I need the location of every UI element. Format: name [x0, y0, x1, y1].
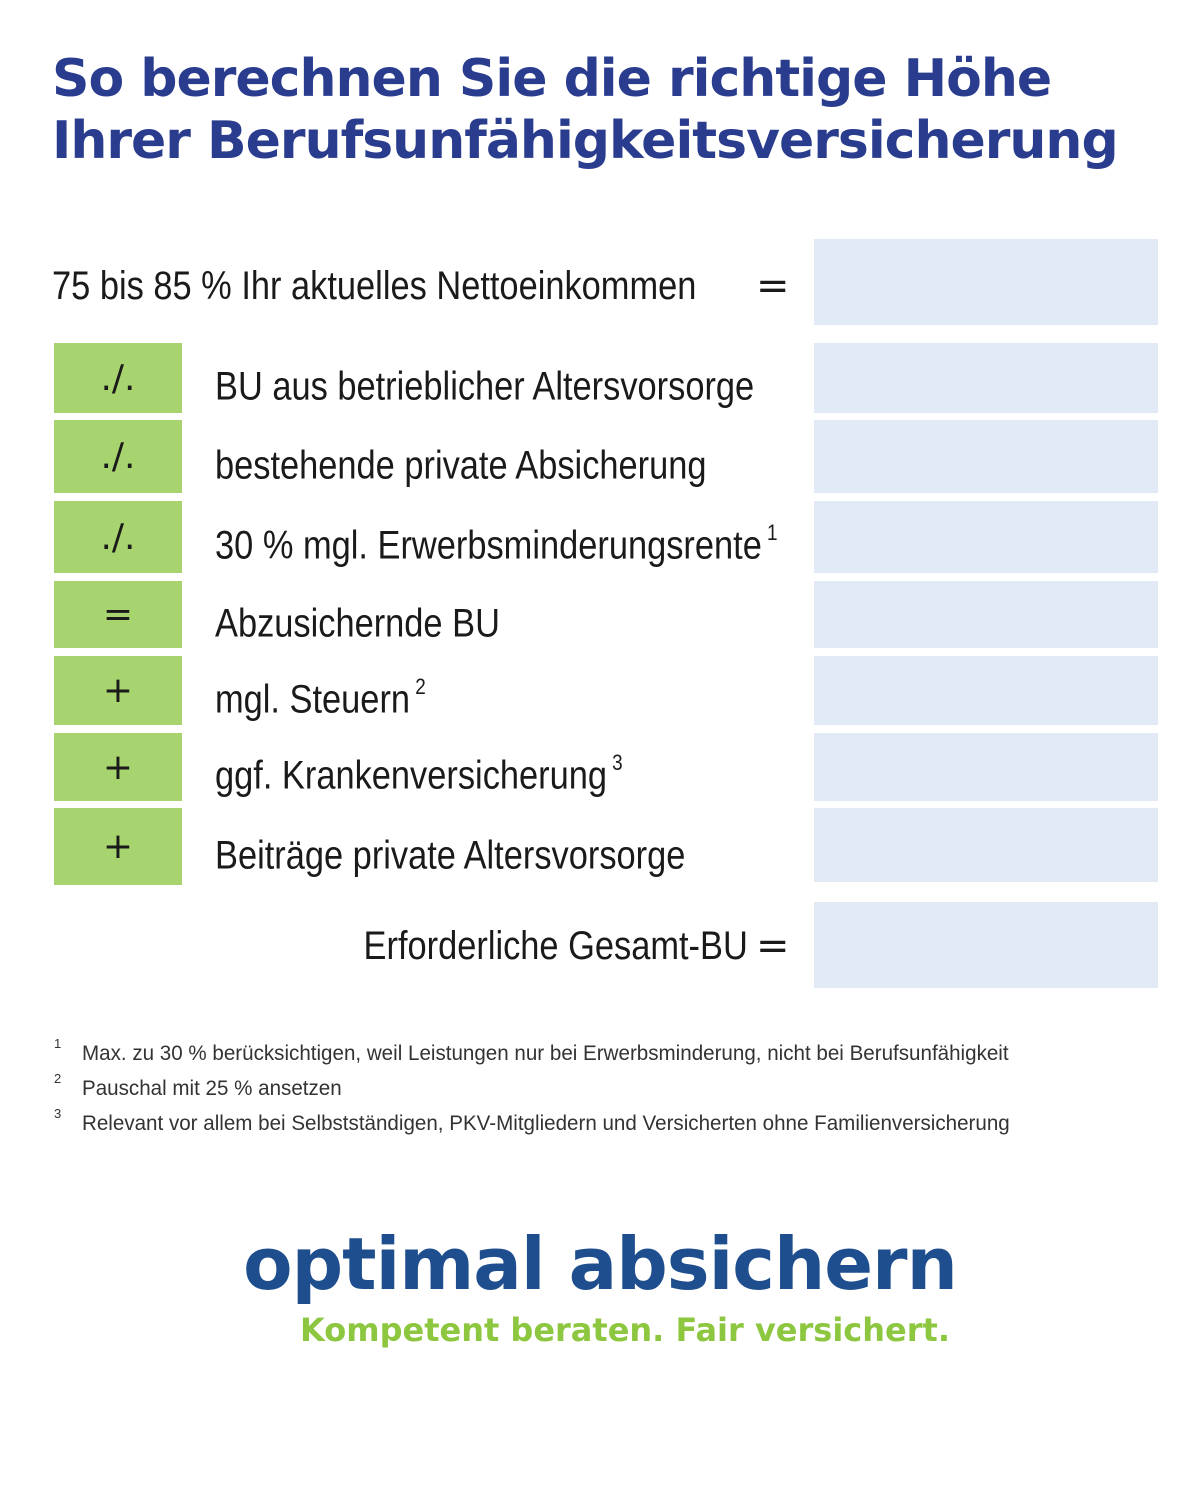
footnote-ref: 3 [612, 750, 623, 775]
footnote-item [54, 1036, 1174, 1075]
net-income-value-field[interactable] [814, 239, 1158, 325]
operator-box: ./. [54, 420, 182, 493]
footnote-item [54, 1071, 1174, 1110]
footnote-item [54, 1106, 1174, 1145]
row-label-text: mgl. Steuern [215, 677, 411, 722]
operator-box: = [54, 581, 182, 648]
row-label [215, 420, 712, 493]
total-label: Erforderliche Gesamt-BU [363, 924, 748, 968]
row-label [215, 808, 691, 885]
operator-box: ./. [54, 343, 182, 413]
row-label [215, 501, 778, 573]
footnote-text: Max. zu 30 % berücksichtigen, weil Leistungen nur bei Erwerbsminderung, nicht bei Berufsunfähigkeit [82, 1042, 1009, 1065]
footnote-number: 3 [54, 1106, 62, 1121]
net-income-label: 75 bis 85 % Ihr aktuelles Nettoeinkommen [52, 264, 697, 308]
row-value-field[interactable] [814, 808, 1158, 882]
operator-box: + [54, 808, 182, 885]
row-value-field[interactable] [814, 420, 1158, 493]
title-line-2: Ihrer Berufsunfähigkeitsversicherung [52, 111, 1118, 171]
total-equals: = [756, 923, 790, 969]
title-line-1: So berechnen Sie die richtige Höhe [52, 49, 1052, 109]
row-value-field[interactable] [814, 733, 1158, 801]
row-label [215, 343, 759, 413]
brand-name: optimal absichern [243, 1222, 957, 1306]
footnotes [54, 1036, 1174, 1145]
footnote-text: Pauschal mit 25 % ansetzen [82, 1077, 342, 1100]
row-value-field[interactable] [814, 501, 1158, 573]
row-label [215, 733, 623, 801]
total-value-field[interactable] [814, 902, 1158, 988]
row-label-text: Beiträge private Altersvorsorge [215, 833, 686, 878]
net-income-equals: = [756, 263, 790, 309]
row-label-text: ggf. Krankenversicherung [215, 753, 608, 798]
footnote-number: 1 [54, 1036, 62, 1051]
row-label [215, 581, 505, 648]
footnote-number: 2 [54, 1071, 62, 1086]
operator-box: + [54, 733, 182, 801]
footnote-ref: 1 [766, 520, 778, 545]
row-value-field[interactable] [814, 656, 1158, 725]
operator-box: ./. [54, 501, 182, 573]
brand-slogan: Kompetent beraten. Fair versichert. [300, 1311, 950, 1349]
row-label-text: bestehende private Absicherung [215, 443, 707, 488]
row-value-field[interactable] [814, 581, 1158, 648]
operator-box: + [54, 656, 182, 725]
row-value-field[interactable] [814, 343, 1158, 413]
footnote-ref: 2 [415, 674, 426, 699]
row-label [215, 656, 426, 725]
row-label-text: Abzusichernde BU [215, 601, 500, 646]
footnote-text: Relevant vor allem bei Selbstständigen, PKV-Mitgliedern und Versicherten ohne Familienversicherung [82, 1112, 1010, 1135]
page-title [52, 48, 1172, 172]
row-label-text: BU aus betrieblicher Altersvorsorge [215, 364, 755, 409]
row-label-text: 30 % mgl. Erwerbsminderungsrente [215, 523, 762, 568]
